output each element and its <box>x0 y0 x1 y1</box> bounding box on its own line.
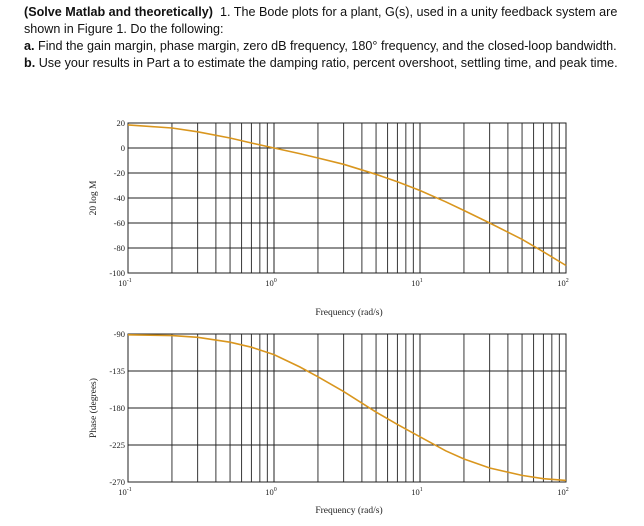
phase-x-tick-label: $10^{-1}$ <box>118 487 132 497</box>
part-b-label: b. <box>24 56 36 70</box>
phase-grid <box>128 334 566 482</box>
magnitude-grid <box>128 123 566 273</box>
magnitude-x-axis-label: Frequency (rad/s) <box>315 308 383 318</box>
magnitude-curve <box>128 125 566 266</box>
phase-chart <box>88 329 569 516</box>
phase-y-tick-label: -270 <box>109 477 125 487</box>
magnitude-y-tick-label: -40 <box>113 193 125 203</box>
magnitude-x-tick-label: $10^{-1}$ <box>118 278 132 288</box>
magnitude-x-tick-label: $10^1$ <box>411 278 423 288</box>
magnitude-y-tick-label: -80 <box>113 243 125 253</box>
part-a-label: a. <box>24 39 35 53</box>
magnitude-y-tick-label: 20 <box>116 118 125 128</box>
part-a-text: Find the gain margin, phase margin, zero dB frequency, 180° frequency, and the closed-loop bandwidth. <box>38 39 617 53</box>
magnitude-y-axis-label: 20 log M <box>89 180 99 216</box>
phase-x-tick-label: $10^0$ <box>265 487 277 497</box>
problem-number: 1. <box>219 5 231 19</box>
phase-y-tick-label: -135 <box>109 366 125 376</box>
phase-x-tick-label: $10^2$ <box>557 487 569 497</box>
magnitude-y-tick-label: 0 <box>120 143 125 153</box>
phase-y-axis-label: Phase (degrees) <box>89 378 99 438</box>
magnitude-y-tick-label: -60 <box>113 218 125 228</box>
magnitude-x-tick-label: $10^2$ <box>557 278 569 288</box>
phase-y-tick-label: -225 <box>109 440 125 450</box>
problem-intro-text: The Bode plots for a plant, G(s), used in a unity feedback system are shown in Figure 1. Do the following: <box>24 5 618 36</box>
phase-x-tick-label: $10^1$ <box>411 487 423 497</box>
magnitude-chart <box>89 118 569 318</box>
solve-instruction: (Solve Matlab and theoretically) <box>24 5 213 19</box>
phase-x-axis-label: Frequency (rad/s) <box>315 506 383 516</box>
phase-y-tick-label: -180 <box>109 403 125 413</box>
magnitude-y-tick-label: -20 <box>113 168 125 178</box>
magnitude-y-tick-label: -100 <box>109 268 125 278</box>
part-b-text: Use your results in Part a to estimate the damping ratio, percent overshoot, settling time, and peak time. <box>38 56 618 70</box>
magnitude-x-tick-label: $10^0$ <box>265 278 277 288</box>
phase-y-tick-label: -90 <box>113 329 125 339</box>
